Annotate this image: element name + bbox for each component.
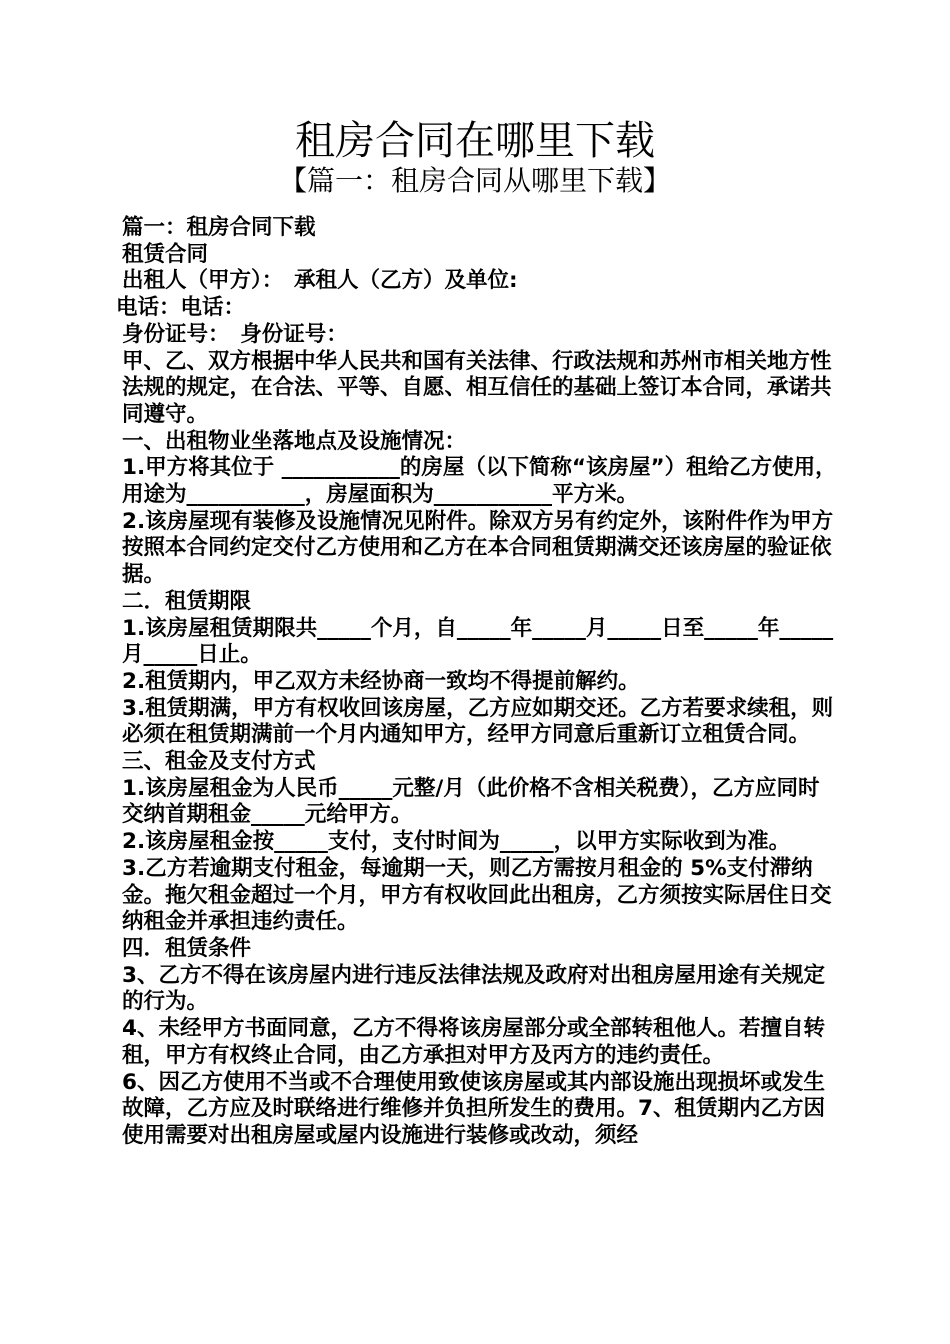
clause-paragraph: 3、乙方不得在该房屋内进行违反法律法规及政府对出租房屋用途有关规定的行为。 [122,962,825,1015]
document-body [116,215,840,1150]
clause-paragraph: 1.甲方将其位于 ___________的房屋（以下简称“该房屋”）租给乙方使用，用途为___________，房屋面积为___________平方米。 [122,455,837,508]
clause-paragraph: 1.该房屋租赁期限共_____个月，自_____年_____月_____日至_____年_____月_____日止。 [122,615,834,668]
clause-paragraph: 4、未经甲方书面同意，乙方不得将该房屋部分或全部转租他人。若擅自转租，甲方有权终止合同，由乙方承担对甲方及丙方的违约责任。 [122,1016,825,1068]
clause-paragraph: 3.租赁期满，甲方有权收回该房屋，乙方应如期交还。乙方若要求续租，则必须在租赁期满前一个月内通知甲方，经甲方同意后重新订立租赁合同。 [122,695,834,748]
document-subtitle: 【篇一：租房合同从哪里下载】 [278,164,671,197]
clause-paragraph: 6、因乙方使用不当或不合理使用致使该房屋或其内部设施出现损坏或发生故障，乙方应及时联络进行维修并负担所发生的费用。7、租赁期内乙方因使用需要对出租房屋或屋内设施进行装修或改动，须经 [122,1069,825,1148]
clause-paragraph: 2.租赁期内，甲乙双方未经协商一致均不得提前解约。 [122,668,640,694]
clause-heading: 二．租赁期限 [122,588,252,614]
clause-paragraph: 3.乙方若逾期支付租金，每逾期一天，则乙方需按月租金的 5%支付滞纳金。拖欠租金超过一个月，甲方有权收回此出租房，乙方须按实际居住日交纳租金并承担违约责任。 [122,855,832,935]
clause-heading: 三、租金及支付方式 [122,749,316,775]
lessor-line: 出租人（甲方）： 承租人（乙方）及单位: [122,268,518,294]
id-number-line: 身份证号： 身份证号： [122,321,348,347]
clause-paragraph: 2.该房屋租金按_____支付，支付时间为_____，以甲方实际收到为准。 [122,829,791,855]
document-title: 租房合同在哪里下载 [295,118,655,164]
section-heading: 篇一：租房合同下载 [122,215,316,240]
phone-line: 电话：电话： [116,295,246,321]
clause-paragraph: 2.该房屋现有装修及设施情况见附件。除双方另有约定外，该附件作为甲方按照本合同约定交付乙方使用和乙方在本合同租赁期满交还该房屋的验证依据。 [122,508,834,588]
clause-paragraph: 1.该房屋租金为人民币_____元整/月（此价格不含相关税费），乙方应同时交纳首期租金_____元给甲方。 [122,775,820,828]
contract-name: 租赁合同 [122,241,209,267]
preamble-paragraph: 甲、乙、双方根据中华人民共和国有关法律、行政法规和苏州市相关地方性法规的规定，在合法、平等、自愿、相互信任的基础上签订本合同，承诺共同遵守。 [122,348,832,427]
clause-heading: 四．租赁条件 [122,935,252,961]
clause-heading: 一、出租物业坐落地点及设施情况： [122,428,467,454]
